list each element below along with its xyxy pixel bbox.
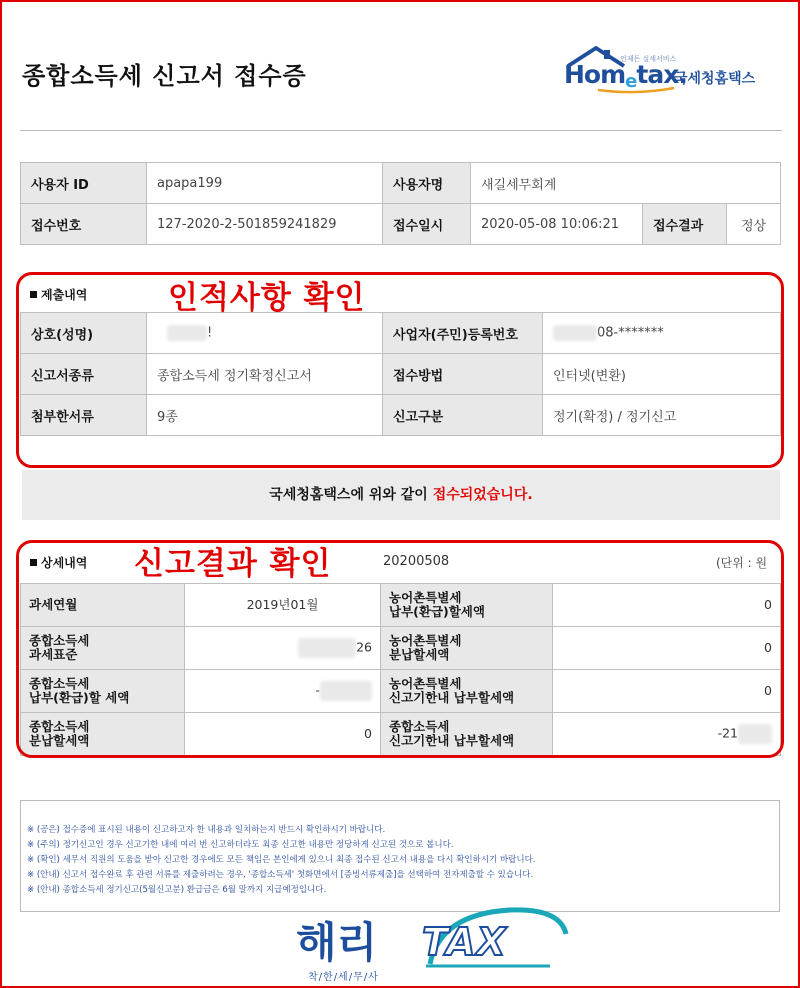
header-table: [20, 162, 781, 245]
note-line: ※ (주의) 정기신고인 경우 신고기한 내에 여러 번 신고하더라도 최종 신고한 내용만 정당하게 신고된 것으로 봅니다.: [27, 840, 454, 850]
detail-value-right: 0: [553, 584, 781, 627]
receipt-no-value: 127-2020-2-501859241829: [147, 204, 383, 245]
detail-label-right: 농어촌특별세 신고기한내 납부할세액: [381, 670, 553, 713]
receipt-date-value: 2020-05-08 10:06:21: [471, 204, 643, 245]
user-name-value: 새길세무회계: [471, 163, 781, 204]
method-value: 인터넷(변환): [543, 354, 781, 395]
receipt-no-label: 접수번호: [21, 204, 147, 245]
receipt-date-label: 접수일시: [383, 204, 471, 245]
attach-label: 첨부한서류: [21, 395, 147, 436]
brand-subtitle: 착/한/세/무/사: [308, 972, 379, 983]
attach-value: 9종: [147, 395, 383, 436]
detail-label-left: 과세연월: [21, 584, 185, 627]
user-id-value: apapa199: [147, 163, 383, 204]
brand-tax-text: TAX: [422, 920, 507, 964]
detail-value-left: 2019년01월: [185, 584, 381, 627]
detail-highlight-box: [16, 540, 784, 758]
submission-section-title: 제출내역: [30, 286, 87, 303]
receipt-result-label: 접수결과: [643, 204, 727, 245]
logo-swoosh-icon: [596, 86, 676, 94]
detail-label-right: 농어촌특별세 납부(환급)할세액: [381, 584, 553, 627]
logo-mini-text: 언제든 실세서비스: [620, 55, 677, 63]
table-row: [21, 204, 781, 245]
detail-value-left: 0: [185, 713, 381, 756]
receipt-result-value: 정상: [727, 204, 781, 245]
title-divider: [20, 130, 782, 131]
detail-value-right: -21: [553, 713, 781, 756]
note-line: ※ (확인) 세무서 직원의 도움을 받아 신고한 경우에도 모든 책임은 본인에게 있으니 최종 접수된 신고서 내용을 다시 확인하시기 바랍니다.: [27, 855, 536, 865]
detail-date: 20200508: [383, 554, 450, 569]
detail-overlay-label: 신고결과 확인: [134, 546, 332, 582]
logo-home-text: Hometax.: [564, 60, 687, 92]
submission-overlay-label: 인적사항 확인: [168, 280, 366, 316]
detail-value-left: 26: [185, 627, 381, 670]
detail-label-left: 종합소득세 분납할세액: [21, 713, 185, 756]
detail-value-right: 0: [553, 670, 781, 713]
note-line: ※ (안내) 종합소득세 정기신고(5월신고분) 환급금은 6월 말까지 지급예정입니다.: [27, 885, 327, 895]
notes-box: [20, 800, 780, 912]
brand-korean-text: 해리: [296, 918, 378, 967]
submission-notice: 국세청홈택스에 위와 같이 접수되었습니다.: [22, 470, 780, 520]
detail-unit: (단위 : 원: [716, 556, 768, 570]
name-label: 상호(성명): [21, 313, 147, 354]
reg-no-label: 사업자(주민)등록번호: [383, 313, 543, 354]
name-value: !: [147, 313, 383, 354]
detail-label-left: 종합소득세 과세표준: [21, 627, 185, 670]
submission-highlight-box: [16, 272, 784, 468]
table-row: [21, 163, 781, 204]
logo-korean-text: 국세청홈택스: [674, 71, 756, 87]
detail-value-right: 0: [553, 627, 781, 670]
hometax-logo: [562, 46, 772, 96]
user-id-label: 사용자 ID: [21, 163, 147, 204]
document-title: 종합소득세 신고서 접수증: [22, 62, 307, 90]
detail-value-left: -: [185, 670, 381, 713]
user-name-label: 사용자명: [383, 163, 471, 204]
notice-accent: 접수되었습니다.: [432, 487, 533, 503]
method-label: 접수방법: [383, 354, 543, 395]
category-label: 신고구분: [383, 395, 543, 436]
note-line: ※ (안내) 신고서 접수완료 후 관련 서류를 제출하려는 경우, '종합소득세' 첫화면에서 [증빙서류제출]을 선택하여 전자제출할 수 있습니다.: [27, 870, 534, 880]
form-type-value: 종합소득세 정기확정신고서: [147, 354, 383, 395]
harri-tax-logo: [296, 902, 576, 986]
note-line: ※ (공은) 접수증에 표시된 내용이 신고하고자 한 내용과 일치하는지 반드시 확인하시기 바랍니다.: [27, 825, 386, 835]
detail-label-right: 종합소득세 신고기한내 납부할세액: [381, 713, 553, 756]
detail-label-right: 농어촌특별세 분납할세액: [381, 627, 553, 670]
detail-label-left: 종합소득세 납부(환급)할 세액: [21, 670, 185, 713]
category-value: 정기(확정) / 정기신고: [543, 395, 781, 436]
form-type-label: 신고서종류: [21, 354, 147, 395]
detail-section-title: 상세내역: [30, 554, 87, 571]
reg-no-value: 08-*******: [543, 313, 781, 354]
